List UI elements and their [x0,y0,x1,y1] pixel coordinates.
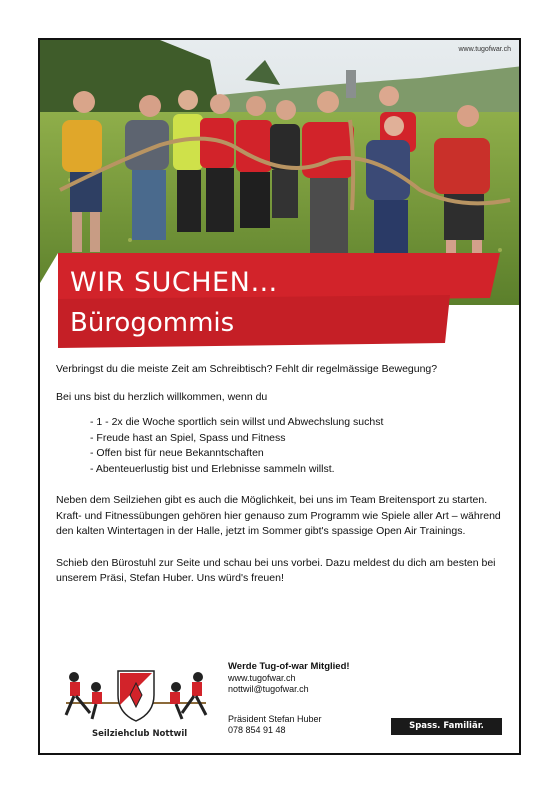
headline-banner [40,253,500,348]
call-to-action-paragraph: Schieb den Bürostuhl zur Seite und schau bei uns vorbei. Dazu meldest du dich am besten bei unserem Präsi, Stefan Huber. Uns würd's freuen! [56,556,496,584]
club-name: Seilziehclub Nottwil [92,729,188,739]
list-item: - Offen bist für neue Bekanntschaften [90,447,264,459]
list-item: - Abenteuerlustig bist und Erlebnisse sammeln willst. [90,462,335,475]
headline: WIR SUCHEN… [70,267,278,298]
poster [38,38,521,755]
site-url: www.tugofwar.ch [458,46,511,53]
website-link[interactable]: www.tugofwar.ch [228,672,296,683]
email-link[interactable]: nottwil@tugofwar.ch [228,684,309,694]
subheadline: Bürogommis [70,308,235,338]
body-text [56,362,506,587]
welcome-text: Bei uns bist du herzlich willkommen, wenn du [56,390,268,403]
program-paragraph: Neben dem Seilziehen gibt es auch die Möglichkeit, bei uns im Team Breitensport zu starten. Kraft- und Fitnessübungen gehören hier genauso zum Programm wie Spiele aller Art – während den kalten Wintertagen in der Halle, jetzt im Sommer gibt's spassige Open Air Trainings. [56,494,501,537]
president-name: Präsident Stefan Huber [228,713,322,724]
intro-text: Verbringst du die meiste Zeit am Schreibtisch? Fehlt dir regelmässige Bewegung? [56,363,438,375]
phone-number: 078 854 91 48 [228,725,286,735]
tagline-badge: Spass. Familiär. Fitness. [391,718,502,735]
requirements-list [56,415,506,477]
tug-of-war-crest-icon [56,665,216,725]
list-item: - Freude hast an Spiel, Spass und Fitness [90,431,286,444]
footer [40,655,519,755]
list-item: - 1 - 2x die Woche sportlich sein willst und Abwechslung suchst [90,416,384,428]
contact-block [228,661,350,737]
contact-heading: Werde Tug-of-war Mitglied! [228,661,350,672]
